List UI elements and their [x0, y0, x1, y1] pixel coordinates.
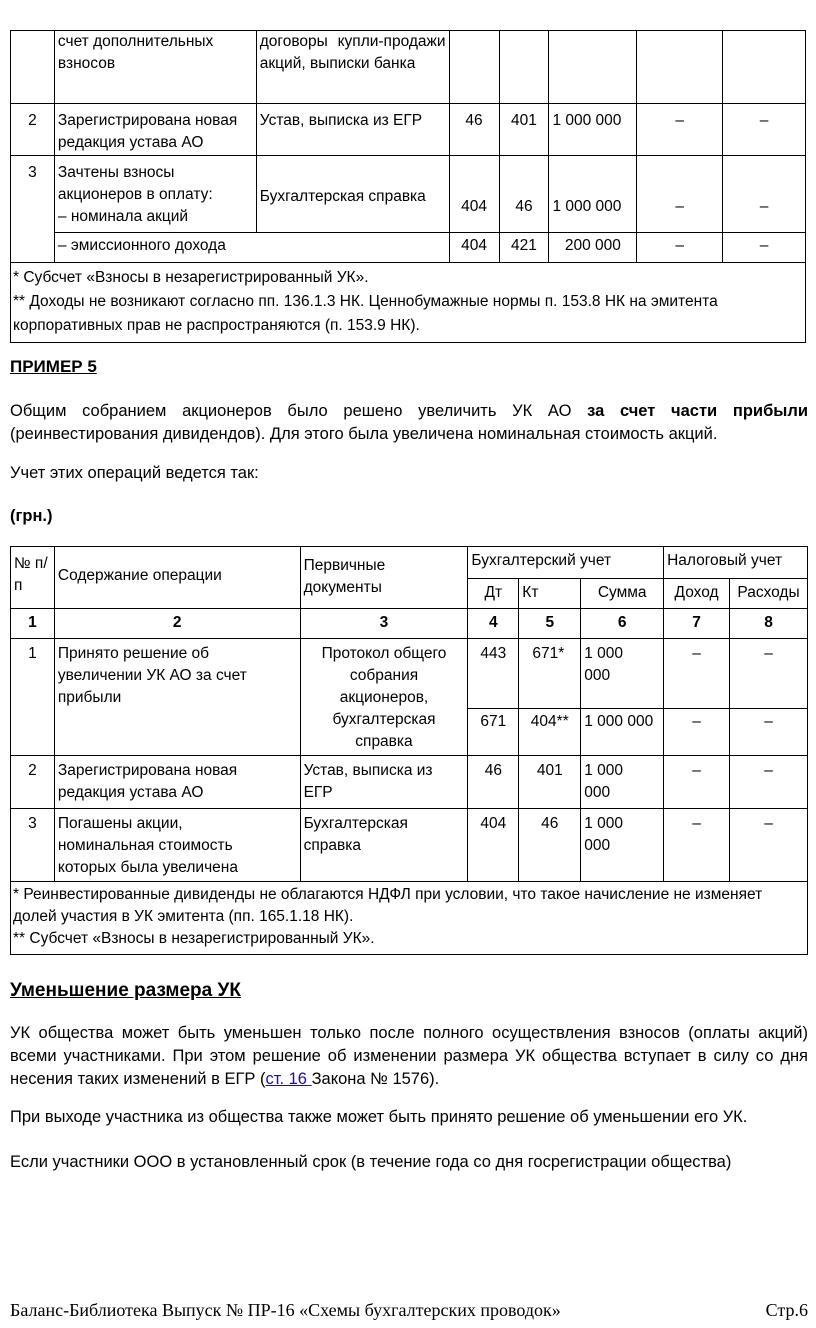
page-number: Стр.6 [765, 1300, 808, 1320]
table-row: 3 Зачтены взносы акционеров в оплату: – номинала акций Бухгалтерская справка 404 46 1 000 000 – – [11, 156, 806, 233]
cell-text: – номинала акций [57, 208, 189, 225]
footer-title: Баланс-Библиотека Выпуск № ПР-16 «Схемы бухгалтерских проводок» [10, 1300, 561, 1320]
column-numbers-row: 1 2 3 4 5 6 7 8 [11, 609, 808, 639]
unit-label: (грн.) [10, 507, 53, 525]
table-row: 2 Зарегистрирована новая редакция устава АО Устав, выписка из ЕГР 46 401 1 000 000 – – [11, 104, 806, 156]
table-notes [11, 263, 806, 343]
example-heading: ПРИМЕР 5 [10, 357, 97, 376]
paragraph: Общим собранием акционеров было решено увеличить УК АО за счет части прибыли (реинвестирования дивидендов). Для этого была увеличена номинальная стоимость акций. [10, 402, 808, 443]
paragraph: УК общества может быть уменьшен только после полного осуществления взносов (оплаты акций) всеми участниками. При этом решение об изменении размера УК общества вступает в силу со дня несения таких изменений в ЕГР (ст. 16 Закона № 1576). [10, 1024, 808, 1088]
footnote: ** Доходы не возникают согласно пп. 136.1.3 НК. Ценнобумажные нормы п. 153.8 НК на эмитента корпоративных прав не распространяются (п. 153.9 НК). [13, 293, 718, 334]
footnote: * Субсчет «Взносы в незарегистрированный УК». [13, 269, 369, 286]
table-row [11, 31, 806, 104]
footnote: ** Субсчет «Взносы в незарегистрированный УК». [13, 930, 375, 947]
law-article-link[interactable]: ст. 16 [265, 1070, 312, 1088]
header-op: Содержание операции [54, 547, 300, 609]
header-doc: Первичные документы [300, 547, 468, 609]
cell-text: взносов [57, 55, 116, 72]
table-row: 2 Зарегистрирована новая редакция устава АО Устав, выписка из ЕГР 46 401 1 000 000 – – [11, 756, 808, 809]
postings-table [10, 546, 808, 955]
cell-text: Зачтены взносы акционеров в оплату: [57, 164, 213, 203]
footnote: * Реинвестированные дивиденды не облагаются НДФЛ при условии, что такое начисление не изменяет долей участия в УК эмитента (пп. 165.1.18 НК). [13, 886, 763, 925]
header-row: Дт Кт Сумма Доход Расходы [11, 579, 808, 609]
page-footer [10, 1300, 808, 1321]
cell-text: договоры купли-продажи акций, выписки банка [259, 33, 446, 72]
table-notes [11, 882, 808, 955]
cell-text: счет дополнительных [57, 33, 214, 50]
table-row: – эмиссионного дохода 404 421 200 000 – – [11, 233, 806, 263]
section-heading: Уменьшение размера УК [10, 980, 241, 1001]
paragraph: Если участники ООО в установленный срок (в течение года со дня госрегистрации общества) [10, 1153, 732, 1171]
paragraph: Учет этих операций ведется так: [10, 464, 259, 482]
header-tax: Налоговый учет [664, 547, 808, 579]
continued-table [10, 30, 806, 343]
paragraph: При выходе участника из общества также может быть принято решение об уменьшении его УК. [10, 1108, 748, 1126]
table-row: 3 Погашены акции, номинальная стоимость которых была увеличена Бухгалтерская справка 404 46 1 000 000 – – [11, 809, 808, 882]
table-row: 1 Принято решение об увеличении УК АО за счет прибыли Протокол общего собрания акционеров, бухгалтерская справка 443 671* 1 000 000 – – [11, 639, 808, 709]
header-num: № п/п [11, 547, 55, 609]
header-row [11, 547, 808, 579]
header-accounting: Бухгалтерский учет [468, 547, 664, 579]
table-row: 671 404** 1 000 000 – – [11, 709, 808, 756]
